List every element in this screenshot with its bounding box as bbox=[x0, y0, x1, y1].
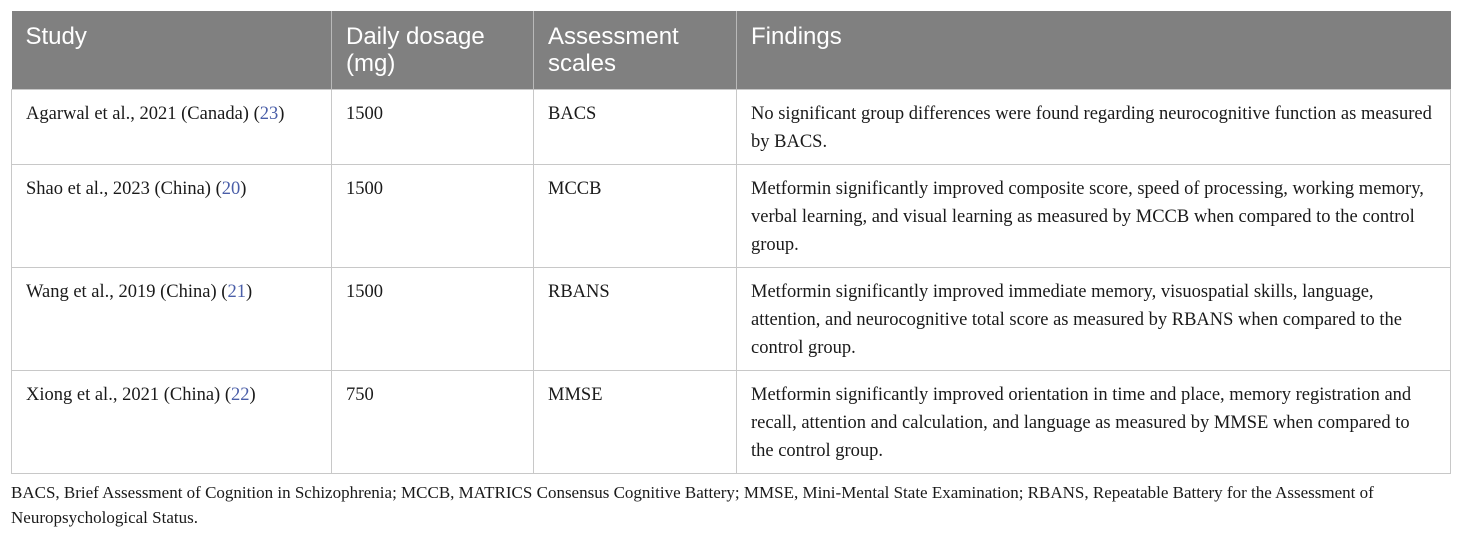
table-footnote: BACS, Brief Assessment of Cognition in Schizophrenia; MCCB, MATRICS Consensus Cognitive Battery; MMSE, Mini-Mental State Examination; RBANS, Repeatable Battery for the Assessment of Neuropsychological Status. bbox=[11, 483, 1374, 527]
table-header bbox=[12, 11, 1451, 90]
reference-link[interactable]: 21 bbox=[227, 282, 246, 302]
cell-study: Shao et al., 2023 (China) (20) bbox=[12, 165, 332, 268]
table-row bbox=[12, 268, 1451, 371]
cell-dosage: 1500 bbox=[332, 268, 534, 371]
cell-dosage: 750 bbox=[332, 371, 534, 474]
cell-findings: Metformin significantly improved immediate memory, visuospatial skills, language, attention, and neurocognitive total score as measured by RBANS when compared to the control group. bbox=[737, 268, 1451, 371]
study-name: Xiong et al., 2021 (China) bbox=[26, 385, 221, 405]
cell-scale: MMSE bbox=[534, 371, 737, 474]
header-findings: Findings bbox=[737, 11, 1451, 90]
cell-dosage: 1500 bbox=[332, 165, 534, 268]
study-name: Wang et al., 2019 (China) bbox=[26, 282, 217, 302]
reference-link[interactable]: 22 bbox=[231, 385, 250, 405]
data-table-container bbox=[11, 11, 1450, 474]
studies-table bbox=[11, 11, 1451, 474]
header-row bbox=[12, 11, 1451, 90]
table-row bbox=[12, 371, 1451, 474]
table-row bbox=[12, 90, 1451, 165]
cell-scale: RBANS bbox=[534, 268, 737, 371]
table-row bbox=[12, 165, 1451, 268]
cell-dosage: 1500 bbox=[332, 90, 534, 165]
header-assessment-scales: Assessment scales bbox=[534, 11, 737, 90]
table-body bbox=[12, 90, 1451, 474]
cell-findings: No significant group differences were found regarding neurocognitive function as measured by BACS. bbox=[737, 90, 1451, 165]
cell-scale: MCCB bbox=[534, 165, 737, 268]
header-daily-dosage: Daily dosage (mg) bbox=[332, 11, 534, 90]
cell-study: Wang et al., 2019 (China) (21) bbox=[12, 268, 332, 371]
cell-scale: BACS bbox=[534, 90, 737, 165]
study-name: Agarwal et al., 2021 (Canada) bbox=[26, 104, 249, 124]
cell-study: Xiong et al., 2021 (China) (22) bbox=[12, 371, 332, 474]
cell-study: Agarwal et al., 2021 (Canada) (23) bbox=[12, 90, 332, 165]
reference-link[interactable]: 23 bbox=[259, 104, 279, 124]
header-study: Study bbox=[12, 11, 332, 90]
study-name: Shao et al., 2023 (China) bbox=[26, 179, 211, 199]
cell-findings: Metformin significantly improved orientation in time and place, memory registration and recall, attention and calculation, and language as measured by MMSE when compared to the control group. bbox=[737, 371, 1451, 474]
cell-findings: Metformin significantly improved composite score, speed of processing, working memory, verbal learning, and visual learning as measured by MCCB when compared to the control group. bbox=[737, 165, 1451, 268]
reference-link[interactable]: 20 bbox=[221, 179, 241, 199]
